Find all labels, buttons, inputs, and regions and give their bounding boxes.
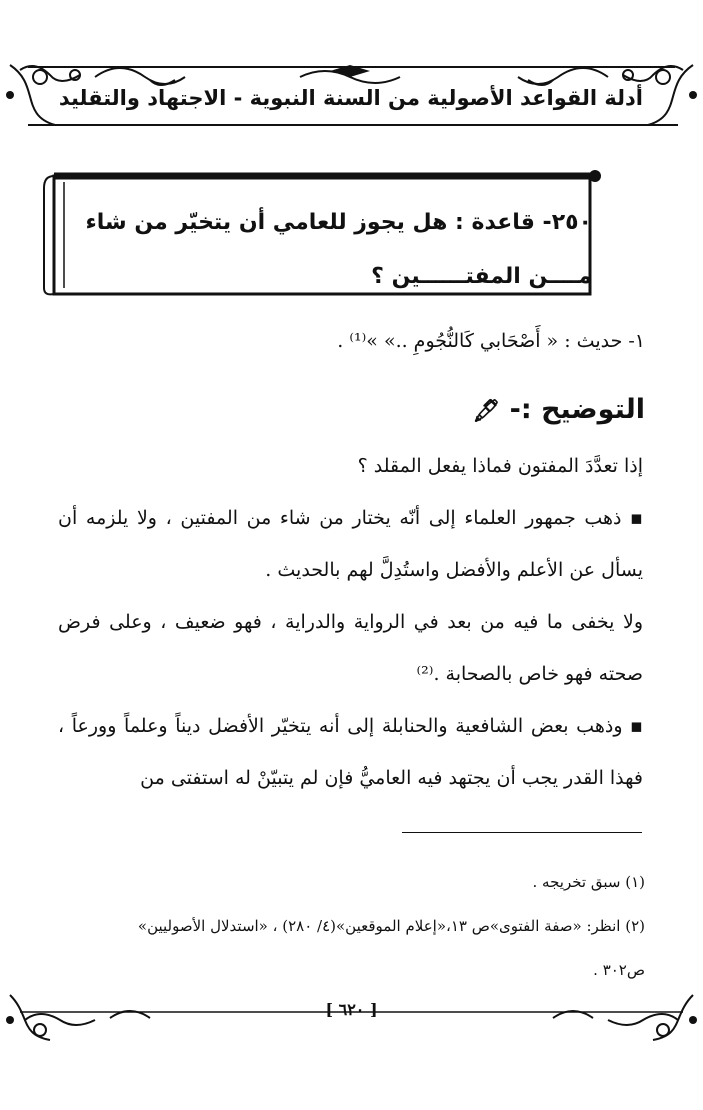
section-heading: [472, 394, 645, 425]
pen-icon: 🖋: [472, 399, 501, 424]
paragraph-4: ▪ وذهب بعض الشافعية والحنابلة إلى أنه يتخيّر الأفضل ديناً وعلماً وورعاً ، فهذا القدر يجب أن يجتهد فيه العاميُّ فإن لم يتبيّنْ له استفتى من: [58, 715, 643, 789]
hadith-citation: ١- حديث : « أَصْحَابي كَالنُّجُومِ ..» »⁽¹⁾ .: [337, 330, 645, 352]
rule-title-line1: ٢٥٠- قاعدة : هل يجوز للعامي أن يتخيّر من شاء: [85, 210, 592, 235]
footer-ornament: [0, 990, 703, 1050]
paragraph-2: ▪ ذهب جمهور العلماء إلى أنّه يختار من شاء من المفتين ، ولا يلزمه أن يسأل عن الأعلم والأفضل واستُدِلَّ لهم بالحديث .: [58, 507, 643, 581]
rule-title: [72, 196, 592, 304]
footnote-2-continued: ص٣٠٢ .: [593, 961, 645, 979]
header-rule: [28, 124, 678, 126]
section-heading-text: التوضيح :-: [509, 394, 645, 425]
rule-title-line2: مــــن المفتــــــين ؟: [371, 264, 592, 289]
footnote-1: (١) سبق تخريجه .: [532, 873, 645, 891]
page-number: [ ٦٢٠ ]: [325, 1000, 378, 1019]
paragraph-3: ولا يخفى ما فيه من بعد في الرواية والدراية ، فهو ضعيف ، وعلى فرض صحته فهو خاص بالصحابة .⁽²⁾: [58, 611, 643, 685]
running-header: أدلة القواعد الأصولية من السنة النبوية - الاجتهاد والتقليد: [58, 86, 643, 110]
paragraph-1: إذا تعدَّدَ المفتون فماذا يفعل المقلد ؟: [357, 455, 643, 477]
footnote-2: (٢) انظر: «صفة الفتوى»ص ١٣،«إعلام الموقعين»(٤/ ٢٨٠) ، «استدلال الأصوليين»: [137, 917, 645, 935]
footnote-rule: [402, 832, 642, 833]
